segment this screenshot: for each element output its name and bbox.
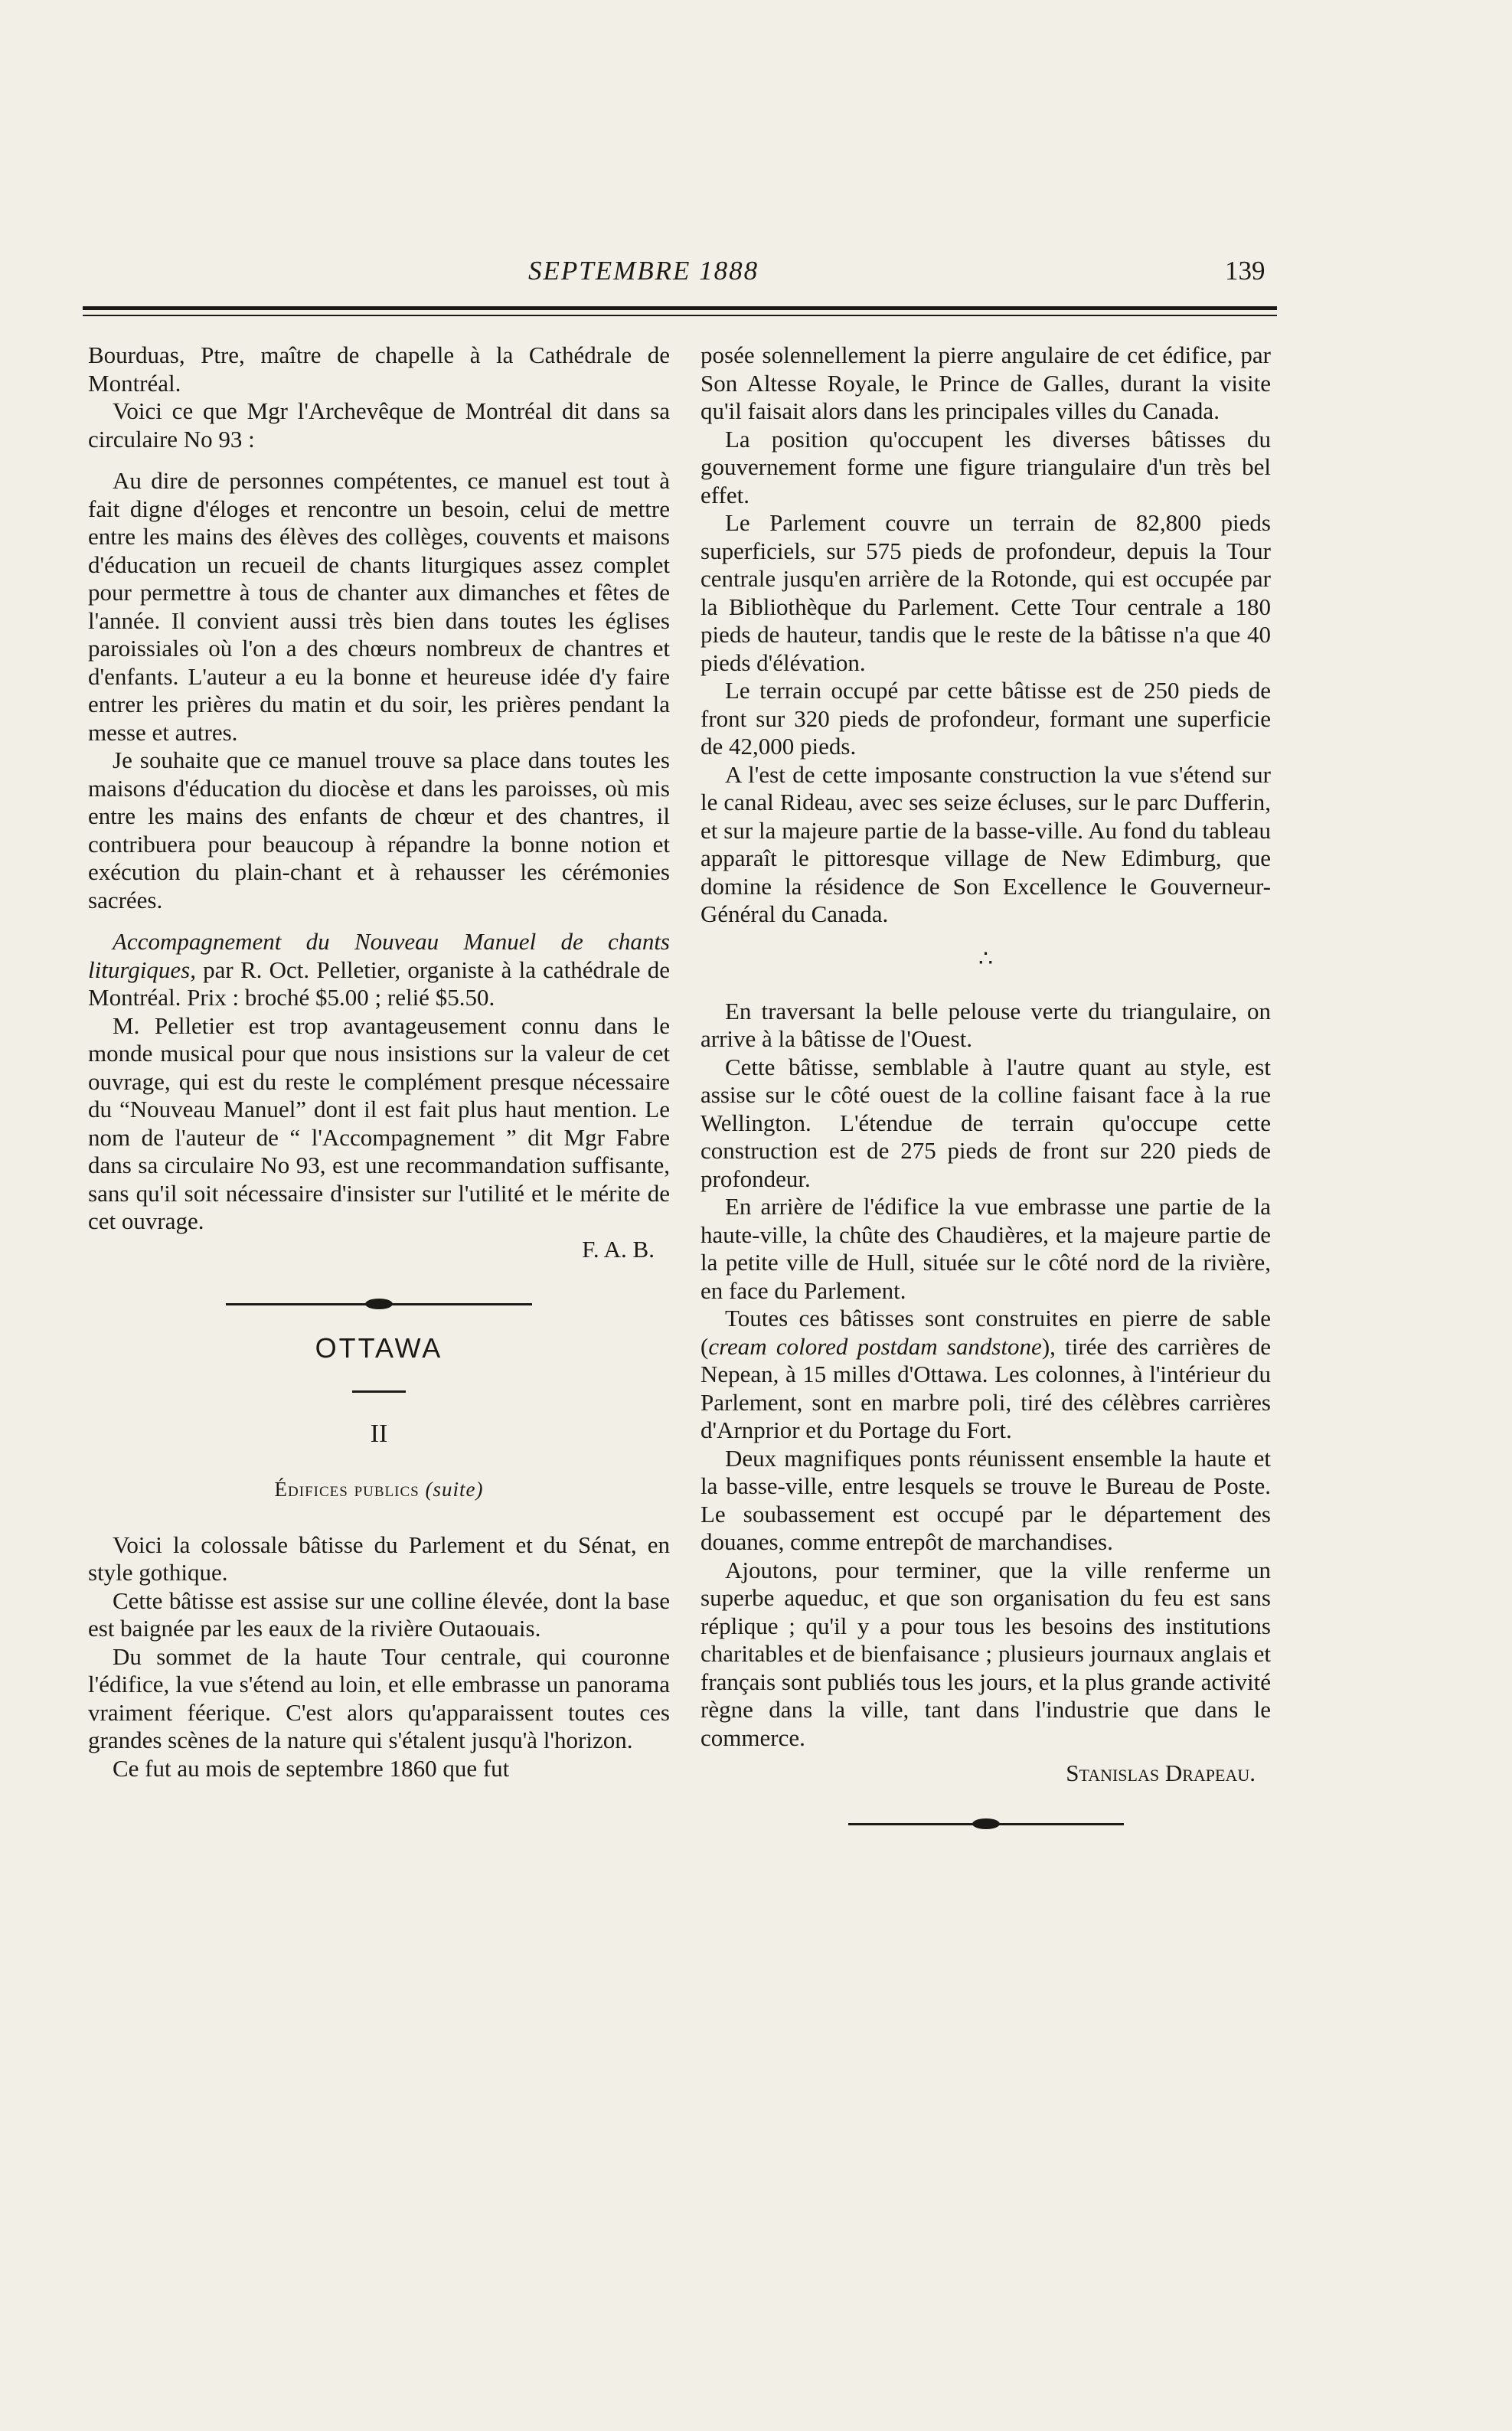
left-column [88,341,670,1782]
asterism: ∴ [978,946,994,972]
paragraph: Toutes ces bâtisses sont construites en pierre de sable (cream colored postdam sandstone), tirée des carrières de Nepean, à 15 milles d'Ottawa. Les colonnes, à l'intérieur du Parlement, sont en marbre poli, tiré des célèbres carrières d'Arnprior et du Portage du Fort. [700,1305,1271,1443]
running-title: SEPTEMBRE 1888 [528,256,759,286]
signature-fab: F. A. B. [582,1235,655,1263]
paragraph: M. Pelletier est trop avantageusement connu dans le monde musical pour que nous insistions sur la valeur de cet ouvrage, qui est du reste le complément presque nécessaire du “Nouveau Manuel” dont il est fait plus haut mention. Le nom de l'auteur de “ l'Accompagnement ” dit Mgr Fabre dans sa circulaire No 93, est une recommandation suffisante, sans qu'il soit nécessaire d'insister sur l'utilité et le mérite de cet ouvrage. [88,1011,670,1234]
header-rule-thick [83,306,1277,310]
book-title: Accompagnement du Nouveau Manuel de chants liturgiques, [88,928,670,983]
paragraph: Bourduas, Ptre, maître de chapelle à la Cathédrale de Montréal. [88,341,670,397]
chapter-number: II [370,1419,388,1448]
section-title: OTTAWA [315,1332,443,1364]
paragraph: Le Parlement couvre un terrain de 82,800 pieds superficiels, sur 575 pieds de profondeur, depuis la Tour centrale jusqu'en arrière de la Rotonde, qui est occupée par la Bibliothèque du Parlement. Cette Tour centrale a 180 pieds de hauteur, tandis que le reste de la bâtisse n'a que 40 pieds d'élévation. [700,509,1271,676]
paragraph: Cette bâtisse, semblable à l'autre quant au style, est assise sur le côté ouest de la colline faisant face à la rue Wellington. L'étendue de terrain qu'occupe cette construction est de 275 pieds de front sur 220 pieds de profondeur. [700,1053,1271,1192]
paragraph: En traversant la belle pelouse verte du triangulaire, on arrive à la bâtisse de l'Ouest. [700,997,1271,1052]
paragraph: Ce fut au mois de septembre 1860 que fut [113,1754,510,1782]
short-divider [352,1390,406,1393]
paragraph: Cette bâtisse est assise sur une colline élevée, dont la base est baignée par les eaux de la rivière Outaouais. [88,1586,670,1642]
quote-paragraph: Je souhaite que ce manuel trouve sa place dans toutes les maisons d'éducation du diocèse et dans les paroisses, où mis entre les mains des enfants de chœur et des chantres, il contribuera pour beaucoup à répandre la bonne notion et exécution du plain-chant et à rehausser les cérémonies sacrées. [88,747,670,913]
signature-drapeau: Stanislas Drapeau. [1066,1760,1256,1786]
ornamental-divider [848,1823,1124,1825]
paragraph: Voici ce que Mgr l'Archevêque de Montréal dit dans sa circulaire No 93 : [88,397,670,453]
ornamental-divider [226,1303,532,1305]
paragraph: Du sommet de la haute Tour centrale, qui couronne l'édifice, la vue s'étend au loin, et elle embrasse un panorama vraiment féerique. C'est alors qu'apparaissent toutes ces grandes scènes de la nature qui s'étalent jusqu'à l'horizon. [88,1642,670,1753]
paragraph: Voici la colossale bâtisse du Parlement et du Sénat, en style gothique. [88,1531,670,1586]
paragraph: En arrière de l'édifice la vue embrasse une partie de la haute-ville, la chûte des Chaudières, et la majeure partie de la petite ville de Hull, située sur le côté nord de la rivière, en face du Parlement. [700,1193,1271,1304]
paragraph: La position qu'occupent les diverses bâtisses du gouvernement forme une figure triangulaire d'un très bel effet. [700,425,1271,508]
header-rule-thin [83,315,1277,316]
right-column [700,341,1271,1825]
notice-paragraph [88,928,670,1012]
paragraph: A l'est de cette imposante construction la vue s'étend sur le canal Rideau, avec ses seize écluses, sur le parc Dufferin, et sur la majeure partie de la basse-ville. Au fond du tableau apparaît le pittoresque village de New Edimburg, que domine la résidence de Son Excellence le Gouverneur-Général du Canada. [700,760,1271,927]
paragraph: Ajoutons, pour terminer, que la ville renferme un superbe aqueduc, et que son organisation du feu est sans réplique ; qu'il y a pour tous les besoins des institutions charitables et de bienfaisance ; plusieurs journaux anglais et français sont publiés tous les jours, et la plus grande activité règne dans la ville, tant dans l'industrie que dans le commerce. [700,1556,1271,1751]
book-details: par R. Oct. Pelletier, organiste à la cathédrale de Montréal. Prix : broché $5.00 ; relié $5.50. [88,956,670,1011]
paragraph: Le terrain occupé par cette bâtisse est de 250 pieds de front sur 320 pieds de profondeur, formant une superficie de 42,000 pieds. [700,677,1271,760]
page-number: 139 [1225,256,1265,286]
paragraph: Deux magnifiques ponts réunissent ensemble la haute et la basse-ville, entre lesquels se trouve le Bureau de Poste. Le soubassement est occupé par le département des douanes, comme entrepôt de marchandises. [700,1444,1271,1555]
subheading: Édifices publics (suite) [274,1478,484,1501]
paragraph: posée solennellement la pierre angulaire de cet édifice, par Son Altesse Royale, le Prince de Galles, durant la visite qu'il faisait alors dans les principales villes du Canada. [700,341,1271,424]
quote-paragraph: Au dire de personnes compétentes, ce manuel est tout à fait digne d'éloges et rencontre un besoin, celui de mettre entre les mains des élèves des collèges, couvents et maisons d'éducation un recueil de chants liturgiques assez complet pour permettre à tous de chanter aux dimanches et fêtes de l'année. Il convient aussi très bien dans toutes les églises paroissiales où l'on a des chœurs nombreux de chantres et d'enfants. L'auteur a eu la bonne et heureuse idée d'y faire entrer les prières du matin et du soir, les prières pendant la messe et autres. [88,467,670,746]
